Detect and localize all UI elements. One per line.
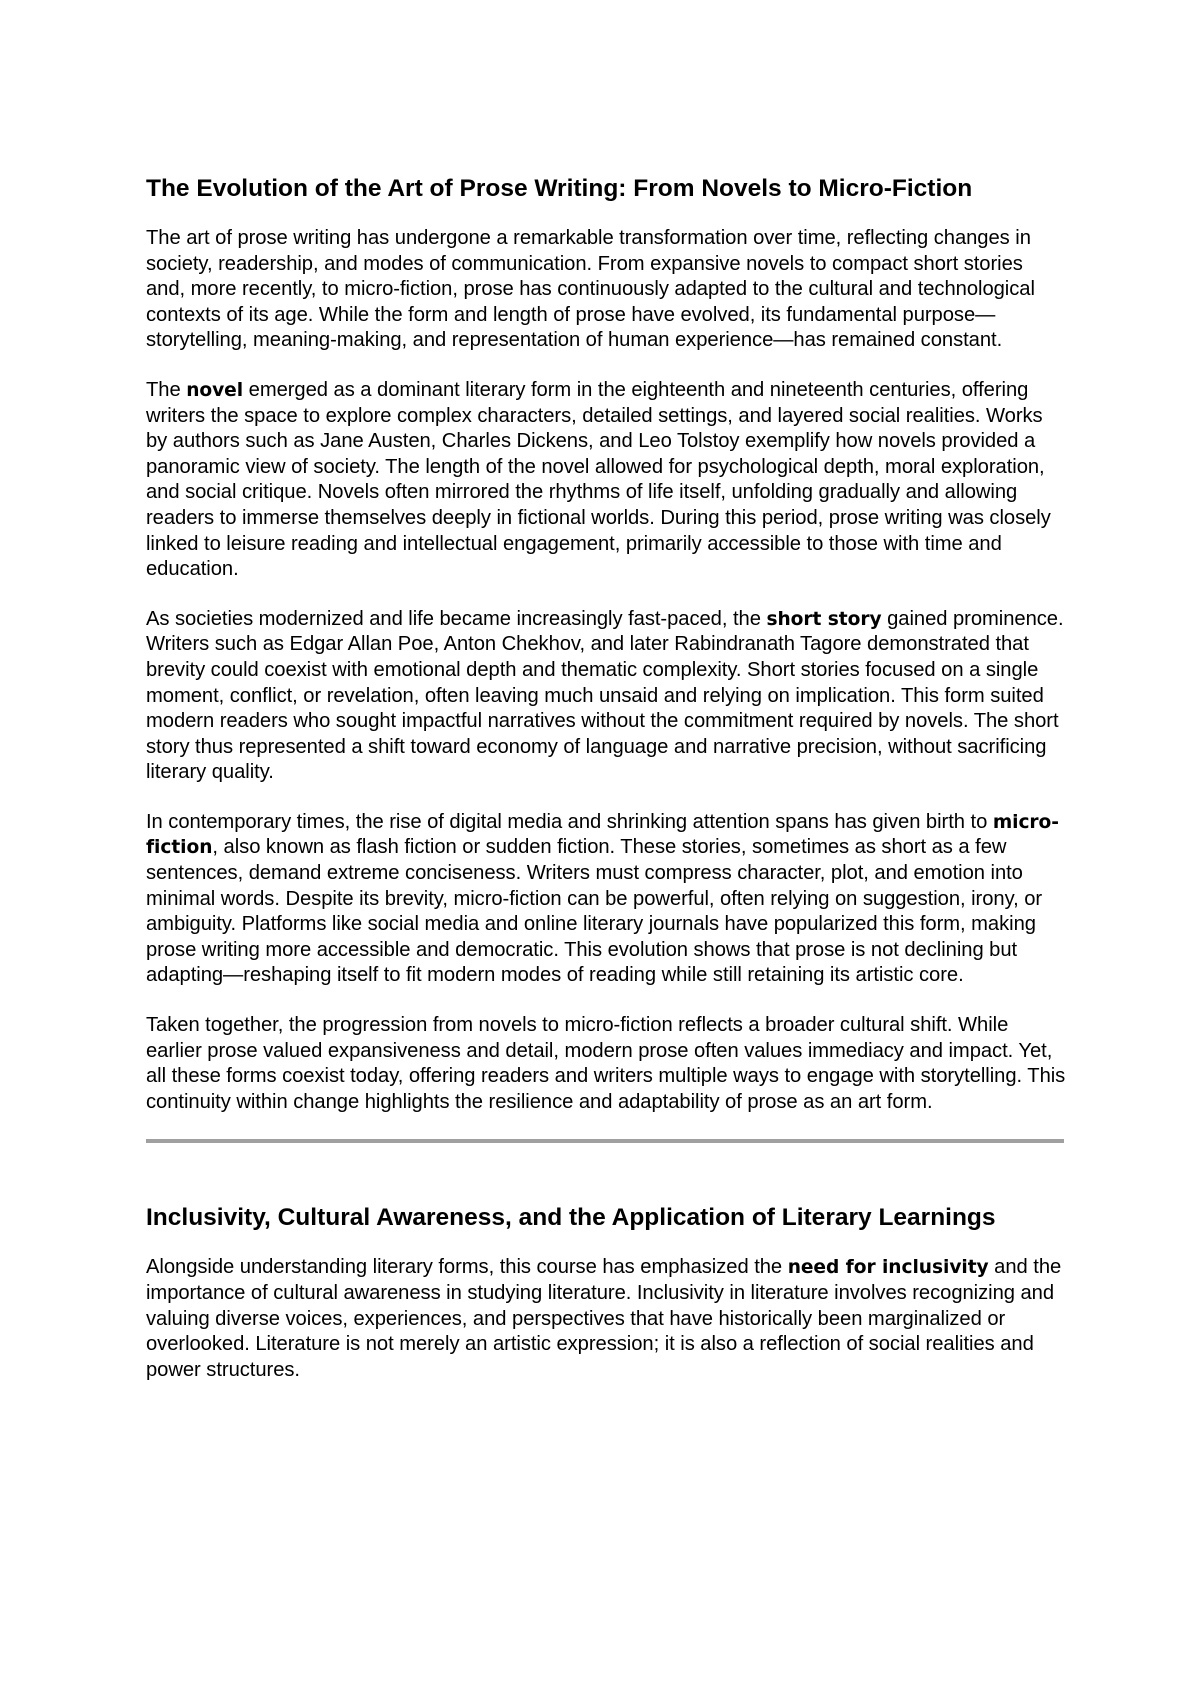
paragraph: [146, 1013, 1066, 1115]
bold-term: micro-fiction: [146, 811, 1059, 859]
text-run: Alongside understanding literary forms, this course has emphasized the: [146, 1256, 788, 1279]
document-page: [146, 150, 1066, 1407]
text-run: In contemporary times, the rise of digital media and shrinking attention spans has given birth to: [146, 810, 993, 833]
paragraph: [146, 810, 1066, 989]
text-run: Taken together, the progression from novels to micro-fiction reflects a broader cultural shift. While earlier prose valued expansiveness and detail, modern prose often values immediacy and impact. Yet, all these forms coexist today, offering readers and writers multiple ways to engage with storytelling. This continuity within change highlights the resilience and adaptability of prose as an art form.: [146, 1014, 1066, 1113]
text-run: The art of prose writing has undergone a remarkable transformation over time, reflecting changes in society, readership, and modes of communication. From expansive novels to compact short stories and, more recently, to micro-fiction, prose has continuously adapted to the cultural and technological contexts of its age. While the form and length of prose have evolved, its fundamental purpose—storytelling, meaning-making, and representation of human experience—has remained constant.: [146, 227, 1035, 352]
horizontal-divider: [146, 1139, 1064, 1143]
section-title: The Evolution of the Art of Prose Writing: From Novels to Micro-Fiction: [146, 175, 973, 202]
bold-term: novel: [186, 379, 244, 401]
bold-term: short story: [766, 608, 882, 630]
section-title: Inclusivity, Cultural Awareness, and the Application of Literary Learnings: [146, 1204, 996, 1232]
paragraph: [146, 607, 1066, 786]
text-run: and the importance of cultural awareness in studying literature. Inclusivity in literature involves recognizing and valuing diverse voices, experiences, and perspectives that have historically been marginalized or overlooked. Literature is not merely an artistic expression; it is also a reflection of social realities and power structures.: [146, 1256, 1062, 1381]
section-prose-evolution: [146, 174, 1066, 1115]
text-run: As societies modernized and life became increasingly fast-paced, the: [146, 607, 767, 630]
text-run: , also known as flash fiction or sudden fiction. These stories, sometimes as short as a few sentences, demand extreme conciseness. Writers must compress character, plot, and emotion into minimal words. Despite its brevity, micro-fiction can be powerful, often relying on suggestion, irony, or ambiguity. Platforms like social media and online literary journals have popularized this form, making prose writing more accessible and democratic. This evolution shows that prose is not declining but adapting—reshaping itself to fit modern modes of reading while still retaining its artistic core.: [146, 836, 1043, 987]
text-run: The: [146, 378, 187, 401]
section-inclusivity: [146, 1203, 1066, 1383]
paragraph: [146, 1255, 1066, 1383]
paragraph: [146, 378, 1066, 583]
text-run: emerged as a dominant literary form in the eighteenth and nineteenth centuries, offering writers the space to explore complex characters, detailed settings, and layered social realities. Works by authors such as Jane Austen, Charles Dickens, and Leo Tolstoy exemplify how novels provided a panoramic view of society. The length of the novel allowed for psychological depth, moral exploration, and social critique. Novels often mirrored the rhythms of life itself, unfolding gradually and allowing readers to immerse themselves deeply in fictional worlds. During this period, prose writing was closely linked to leisure reading and intellectual engagement, primarily accessible to those with time and education.: [146, 378, 1051, 581]
text-run: gained prominence. Writers such as Edgar Allan Poe, Anton Chekhov, and later Rabindranath Tagore demonstrated that brevity could coexist with emotional depth and thematic complexity. Short stories focused on a single moment, conflict, or revelation, often leaving much unsaid and relying on implication. This form suited modern readers who sought impactful narratives without the commitment required by novels. The short story thus represented a shift toward economy of language and narrative precision, without sacrificing literary quality.: [146, 607, 1064, 784]
paragraph: [146, 226, 1066, 354]
bold-term: need for inclusivity: [787, 1257, 989, 1279]
